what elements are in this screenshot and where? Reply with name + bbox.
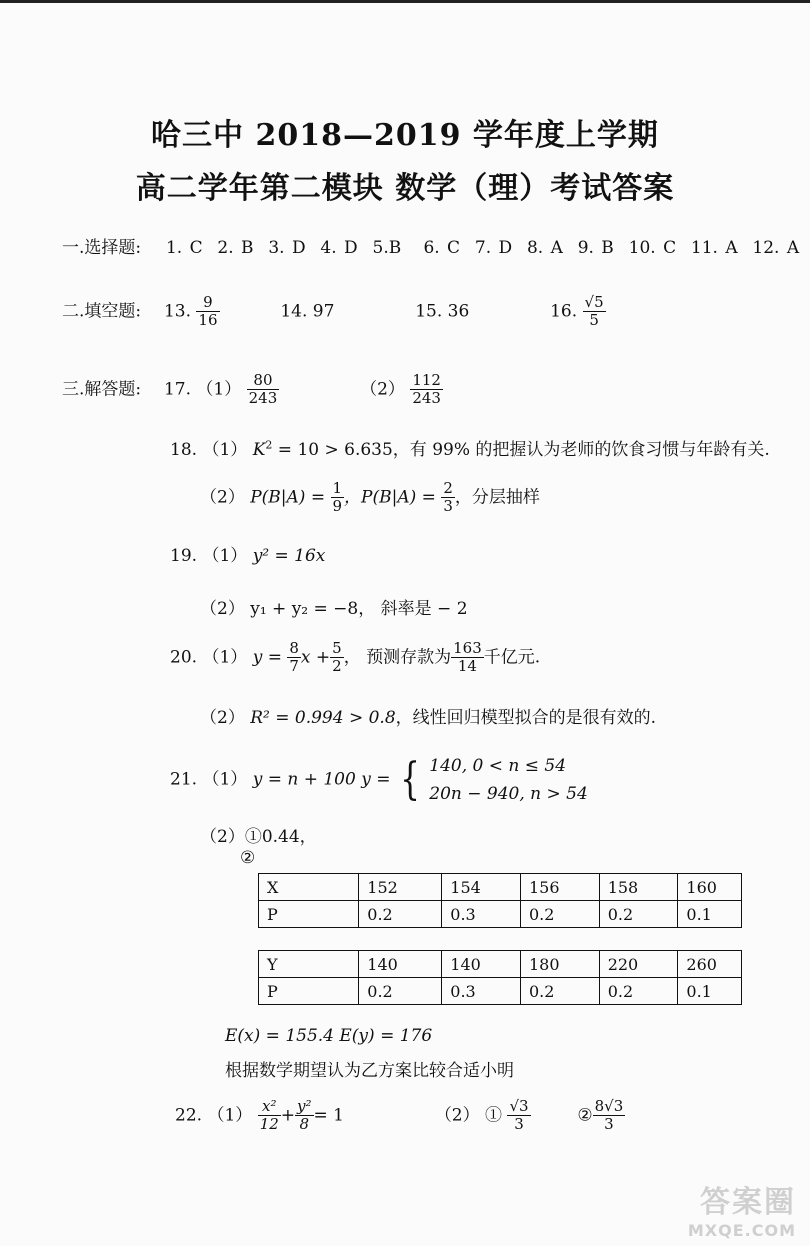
q20-part1 <box>170 640 540 676</box>
formula-prob: P(B|A) = <box>250 487 326 508</box>
table-cell: 0.1 <box>678 901 742 928</box>
section-label: 三.解答题: <box>62 379 142 400</box>
q22-label: 22. <box>175 1105 203 1126</box>
q17-fraction-2: $\frac{112}{243}$ <box>412 371 441 408</box>
circle-number: ① <box>485 1105 503 1126</box>
part-label: （2） <box>200 487 245 508</box>
q19-label: 19. <box>170 546 198 566</box>
part-label: （2） <box>360 379 405 400</box>
choice-answer: 9. B <box>577 238 614 258</box>
choice-answer: 10. C <box>628 238 677 258</box>
formula: R² = 0.994 > 0.8 <box>250 708 396 728</box>
q21-part2: （2）①0.44， <box>200 827 317 847</box>
formula: y₁ + y₂ = −8， 斜率是 − 2 <box>250 599 468 619</box>
section-label: 二.填空题: <box>62 301 142 322</box>
fraction: $\frac{5}{2}$ <box>332 639 342 676</box>
table-cell: 180 <box>520 951 599 978</box>
fraction: $\frac{1}{9}$ <box>332 479 343 516</box>
distribution-table-x <box>258 873 742 928</box>
formula: y² = 16x <box>252 546 326 566</box>
formula-variable: y = <box>252 647 282 668</box>
table-cell: 0.2 <box>599 901 678 928</box>
q19-part1 <box>170 541 325 566</box>
table-cell: 140 <box>359 951 442 978</box>
table-row <box>259 901 742 928</box>
table-cell: P <box>259 978 359 1005</box>
q18-conclusion: ，有 99% 的把握认为老师的饮食习惯与年龄有关. <box>392 440 770 460</box>
choice-answer: 12. A <box>752 238 800 258</box>
q19-part2 <box>200 594 468 619</box>
page-title-line1: 哈三中 2018—2019 学年度上学期 <box>151 118 659 153</box>
table-cell: 154 <box>442 874 521 901</box>
table-cell: Y <box>259 951 359 978</box>
watermark-logo: 答案圈 <box>700 1185 796 1220</box>
part-label: （1） <box>202 440 248 460</box>
table-cell: 158 <box>599 874 678 901</box>
table-cell: 160 <box>678 874 742 901</box>
top-border-line <box>0 0 810 3</box>
table-row <box>259 874 742 901</box>
part-label: （2） <box>200 599 245 619</box>
q18-part1 <box>170 435 770 460</box>
fraction: $\frac{163}{14}$ <box>453 639 482 676</box>
choice-answer: 11. A <box>690 238 738 258</box>
q17-fraction-1: $\frac{80}{243}$ <box>248 371 278 408</box>
section-choice <box>62 233 799 258</box>
formula: y = n + 100 <box>252 769 356 790</box>
choice-answer: 5.B <box>372 238 402 258</box>
q20-label: 20. <box>170 647 198 668</box>
table-cell: 0.2 <box>599 978 678 1005</box>
q18-method: ，分层抽样 <box>454 487 540 508</box>
table-cell: 0.2 <box>520 978 599 1005</box>
fraction: $\frac{2}{3}$ <box>443 479 453 516</box>
choice-answer: 2. B <box>217 238 254 258</box>
fraction: $\frac{√3}{3}$ <box>509 1097 529 1134</box>
formula-value: = 10 > 6.635 <box>272 440 393 460</box>
watermark <box>688 1177 796 1240</box>
circle-number: ② <box>577 1105 593 1126</box>
part-label: （2） <box>434 1105 480 1126</box>
formula-prob: ，P(B|A) = <box>344 487 436 508</box>
table-cell: 152 <box>359 874 442 901</box>
formula-variable: y = <box>361 769 391 790</box>
watermark-url: MXQE.COM <box>687 1221 796 1240</box>
case-line: 20n − 940, n > 54 <box>429 784 588 804</box>
part-label: （1） <box>202 546 248 566</box>
expectations <box>225 1026 432 1046</box>
q21-label: 21. <box>170 769 198 790</box>
case-line: 140, 0 < n ≤ 54 <box>429 756 567 776</box>
q17-label: 17. <box>163 379 191 400</box>
q13-label: 13. <box>163 301 191 322</box>
choice-answer: 4. D <box>320 238 358 258</box>
table-row <box>259 978 742 1005</box>
fraction: $\frac{8}{7}$ <box>289 639 299 676</box>
q18-part2 <box>200 480 540 516</box>
q16-label: 16. <box>550 301 578 322</box>
part-label: （1） <box>202 769 248 790</box>
brace: { <box>400 754 420 805</box>
choice-answers <box>166 238 799 258</box>
operator: + <box>280 1105 296 1126</box>
q15-answer: 15. 36 <box>415 301 470 322</box>
choice-answer: 6. C <box>423 238 461 258</box>
fraction: $\frac{\text{x²}}{12}$ <box>259 1097 279 1134</box>
table-cell: 0.3 <box>442 978 521 1005</box>
table-cell: 0.3 <box>442 901 521 928</box>
table-row <box>259 951 742 978</box>
choice-answer: 1. C <box>165 238 203 258</box>
q18-label: 18. <box>170 440 198 460</box>
piecewise-cases <box>429 752 588 808</box>
choice-answer: 7. D <box>474 238 513 258</box>
q17-line <box>62 372 443 408</box>
section-fill <box>62 294 606 330</box>
expectation-values: E(x) = 155.4 E(y) = 176 <box>225 1026 433 1046</box>
fraction: $\frac{\text{y²}}{8}$ <box>297 1097 312 1134</box>
page-title-line2: 高二学年第二模块 数学（理）考试答案 <box>135 171 675 206</box>
choice-answer: 8. A <box>526 238 563 258</box>
table-cell: X <box>259 874 359 901</box>
table-cell: 0.2 <box>359 901 442 928</box>
formula-part: x + <box>300 647 331 668</box>
superscript: 2 <box>265 438 273 452</box>
table-cell: 0.2 <box>359 978 442 1005</box>
q14-answer: 14. 97 <box>280 301 335 322</box>
q13-fraction: $\frac{9}{16}$ <box>198 293 218 330</box>
table-cell: 0.2 <box>520 901 599 928</box>
conclusion: 根据数学期望认为乙方案比较合适小明 <box>225 1061 514 1081</box>
fraction: $\frac{8√3}{3}$ <box>594 1097 624 1134</box>
q21-part2-b: ② <box>240 848 256 868</box>
section-label: 一.选择题: <box>62 238 142 258</box>
formula-variable: K <box>252 440 266 460</box>
q20-part2 <box>200 703 656 728</box>
choice-answer: 3. D <box>268 238 306 258</box>
part-label: （2） <box>200 708 245 728</box>
table-cell: 220 <box>599 951 678 978</box>
q21-part1 <box>170 752 588 808</box>
prediction-text: ， 预测存款为 <box>343 647 452 668</box>
part-label: （1） <box>196 379 242 400</box>
part-label: （1） <box>202 647 248 668</box>
table-cell: 260 <box>678 951 742 978</box>
q22-line <box>175 1098 625 1134</box>
part-label: （1） <box>207 1105 253 1126</box>
operator: = 1 <box>313 1105 344 1126</box>
distribution-table-y <box>258 950 742 1005</box>
table-cell: P <box>259 901 359 928</box>
q20-conclusion: ，线性回归模型拟合的是很有效的. <box>395 708 657 728</box>
unit-text: 千亿元. <box>483 647 541 668</box>
table-cell: 156 <box>520 874 599 901</box>
table-cell: 0.1 <box>678 978 742 1005</box>
q16-fraction: $\frac{√5}{5}$ <box>584 293 604 330</box>
table-cell: 140 <box>442 951 521 978</box>
